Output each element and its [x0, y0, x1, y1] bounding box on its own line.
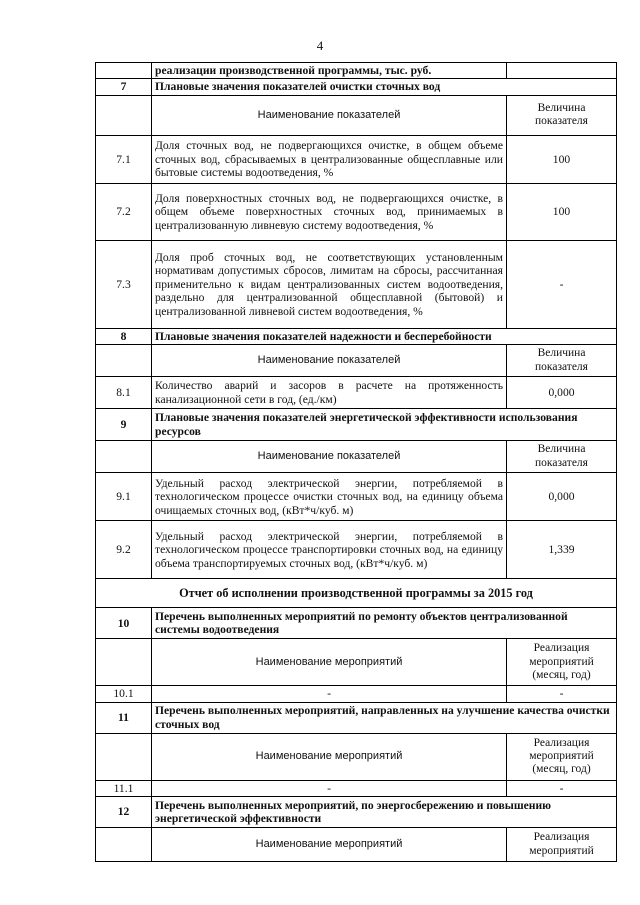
- column-header-name: Наименование показателей: [152, 95, 507, 135]
- row-text: -: [152, 780, 507, 796]
- column-header-row: [96, 95, 617, 135]
- table-row: [96, 377, 617, 409]
- table-cell: [96, 441, 152, 473]
- row-text: Удельный расход электрической энергии, потребляемой в технологическом процессе транспортировки сточных вод, на единицу объема транспортируемых сточных вод, (кВт*ч/куб. м): [152, 521, 507, 579]
- row-text: Количество аварий и засоров в расчете на протяженность канализационной сети в год, (ед./км): [152, 377, 507, 409]
- table-cell: [96, 639, 152, 686]
- row-value: 100: [507, 183, 617, 240]
- table-row: [96, 473, 617, 521]
- table-row: [96, 686, 617, 702]
- column-header-value: Величина показателя: [507, 95, 617, 135]
- section-number: 10: [96, 608, 152, 639]
- section-number: 9: [96, 409, 152, 441]
- page-number: 4: [316, 38, 324, 53]
- column-header-row: [96, 639, 617, 686]
- column-header-value: Величина показателя: [507, 345, 617, 377]
- column-header-name: Наименование мероприятий: [152, 733, 507, 780]
- section-title: Плановые значения показателей энергетической эффективности использования ресурсов: [152, 409, 617, 441]
- row-number: 7.3: [96, 240, 152, 328]
- column-header-name: Наименование мероприятий: [152, 639, 507, 686]
- row-value: -: [507, 780, 617, 796]
- column-header-row: [96, 733, 617, 780]
- row-number: 7.1: [96, 135, 152, 183]
- section-title: Перечень выполненных мероприятий, по энергосбережению и повышению энергетической эффективности: [152, 797, 617, 828]
- row-text: Удельный расход электрической энергии, потребляемой в технологическом процессе очистки сточных вод, на единицу объема очищаемых сточных вод, (кВт*ч/куб. м): [152, 473, 507, 521]
- section-number: 12: [96, 797, 152, 828]
- row-value: -: [507, 240, 617, 328]
- column-header-value: Реализация мероприятий: [507, 828, 617, 862]
- table-cell: [507, 63, 617, 79]
- report-title-row: [96, 579, 617, 608]
- column-header-name: Наименование показателей: [152, 441, 507, 473]
- row-number: 8.1: [96, 377, 152, 409]
- row-value: 0,000: [507, 377, 617, 409]
- section-title: Плановые значения показателей надежности и бесперебойности: [152, 328, 617, 344]
- table-row: [96, 63, 617, 79]
- row-value: -: [507, 686, 617, 702]
- table-cell: [96, 733, 152, 780]
- row-number: 10.1: [96, 686, 152, 702]
- row-text: Доля поверхностных сточных вод, не подвергающихся очистке, в общем объеме поверхностных сточных вод, принимаемых в централизованную ливневую систему водоотведения, %: [152, 183, 507, 240]
- row-number: 9.2: [96, 521, 152, 579]
- row-text: -: [152, 686, 507, 702]
- section-title: Перечень выполненных мероприятий, направленных на улучшение качества очистки сточных вод: [152, 702, 617, 733]
- section-title: Перечень выполненных мероприятий по ремонту объектов централизованной системы водоотведения: [152, 608, 617, 639]
- table-row: [96, 183, 617, 240]
- row-number: 9.1: [96, 473, 152, 521]
- section-header-row: [96, 79, 617, 95]
- column-header-name: Наименование мероприятий: [152, 828, 507, 862]
- section-number: 11: [96, 702, 152, 733]
- table-row: [96, 521, 617, 579]
- table-row: [96, 780, 617, 796]
- row-value: 1,339: [507, 521, 617, 579]
- column-header-name: Наименование показателей: [152, 345, 507, 377]
- row-number: 7.2: [96, 183, 152, 240]
- section-header-row: [96, 702, 617, 733]
- row-value: 100: [507, 135, 617, 183]
- section-number: 7: [96, 79, 152, 95]
- table-row: [96, 240, 617, 328]
- row-text: Доля сточных вод, не подвергающихся очистке, в общем объеме сточных вод, сбрасываемых в централизованные общесплавные или бытовые системы водоотведения, %: [152, 135, 507, 183]
- section-number: 8: [96, 328, 152, 344]
- section-header-row: [96, 797, 617, 828]
- column-header-row: [96, 828, 617, 862]
- column-header-row: [96, 345, 617, 377]
- report-title: Отчет об исполнении производственной программы за 2015 год: [96, 579, 617, 608]
- row-number: 11.1: [96, 780, 152, 796]
- column-header-value: Реализация мероприятий (месяц, год): [507, 639, 617, 686]
- column-header-row: [96, 441, 617, 473]
- table-cell: [96, 345, 152, 377]
- table-cell: [96, 95, 152, 135]
- table-row: [96, 135, 617, 183]
- section-title: Плановые значения показателей очистки сточных вод: [152, 79, 617, 95]
- continuation-text: реализации производственной программы, тыс. руб.: [152, 63, 507, 79]
- program-table: [95, 62, 617, 862]
- section-header-row: [96, 409, 617, 441]
- row-value: 0,000: [507, 473, 617, 521]
- section-header-row: [96, 608, 617, 639]
- section-header-row: [96, 328, 617, 344]
- column-header-value: Реализация мероприятий (месяц, год): [507, 733, 617, 780]
- column-header-value: Величина показателя: [507, 441, 617, 473]
- table-cell: [96, 828, 152, 862]
- row-text: Доля проб сточных вод, не соответствующих установленным нормативам допустимых сбросов, лимитам на сбросы, рассчитанная применительно к видам централизованных систем водоотведения, раздельно для централизованной общесплавной (бытовой) и централизованной ливневой систем водоотведения, %: [152, 240, 507, 328]
- table-cell: [96, 63, 152, 79]
